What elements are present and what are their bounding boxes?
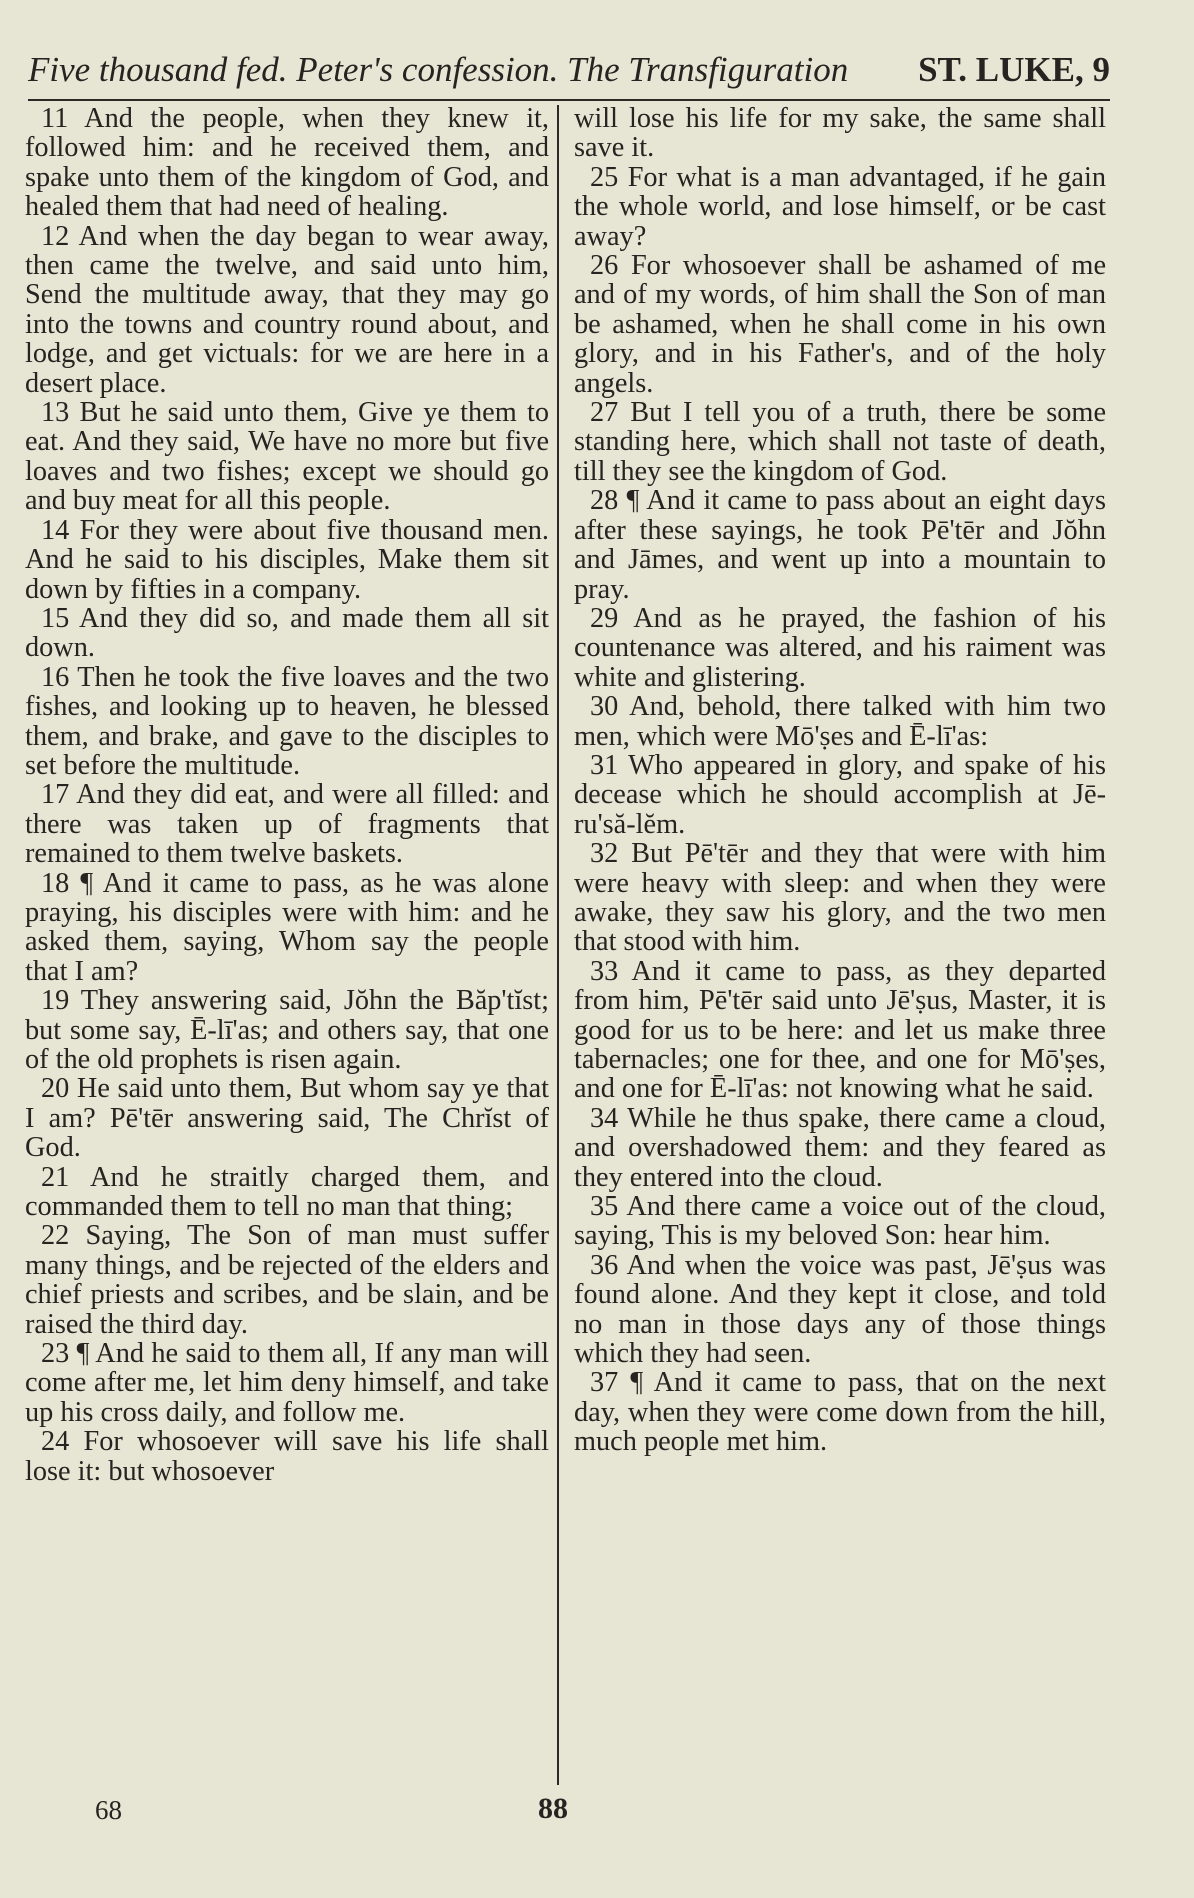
verse: 20 He said unto them, But whom say ye that I am? Pē'tēr answering said, The Chrĭst of God. <box>25 1073 549 1164</box>
header-reference: ST. LUKE, 9 <box>918 50 1110 89</box>
verse: 37 ¶ And it came to pass, that on the next day, when they were come down from the hill, much people met him. <box>574 1367 1106 1458</box>
verse: 18 ¶ And it came to pass, as he was alone praying, his disciples were with him: and he asked them, saying, Whom say the people that I am? <box>25 867 549 987</box>
verse: 36 And when the voice was past, Jē'ṣus was found alone. And they kept it close, and told no man in those days any of those things which they had seen. <box>574 1249 1106 1370</box>
right-column <box>574 104 1106 1794</box>
verse: 19 They answering said, Jŏhn the Băp'tĭst; but some say, Ē-lī'as; and others say, that one of the old prophets is risen again. <box>25 985 549 1075</box>
verse: 25 For what is a man advantaged, if he gain the whole world, and lose himself, or be cast away? <box>574 161 1106 252</box>
verse: 26 For whosoever shall be ashamed of me and of my words, of him shall the Son of man be ashamed, when he shall come in his own glory, and in his Father's, and of the holy angels. <box>574 250 1106 399</box>
verse: 11 And the people, when they knew it, followed him: and he received them, and spake unto them of the kingdom of God, and healed them that had need of healing. <box>25 104 549 223</box>
verse: 15 And they did so, and made them all sit down. <box>25 602 549 664</box>
page-number: 88 <box>538 1792 568 1825</box>
verse: 16 Then he took the five loaves and the two fishes, and looking up to heaven, he blessed them, and brake, and gave to the disciples to set before the multitude. <box>25 661 549 781</box>
verse: 32 But Pē'tēr and they that were with him were heavy with sleep: and when they were awake, they saw his glory, and the two men that stood with him. <box>574 838 1106 958</box>
verse: 21 And he straitly charged them, and commanded them to tell no man that thing; <box>25 1161 549 1223</box>
verse-continuation: will lose his life for my sake, the same shall save it. <box>574 104 1106 164</box>
verse: 22 Saying, The Son of man must suffer many things, and be rejected of the elders and chief priests and scribes, and be slain, and be raised the third day. <box>25 1220 549 1340</box>
verse: 24 For whosoever will save his life shall lose it: but whosoever <box>25 1426 549 1487</box>
verse: 29 And as he prayed, the fashion of his countenance was altered, and his raiment was white and glistering. <box>574 602 1106 693</box>
verse: 17 And they did eat, and were all filled: and there was taken up of fragments that remained to them twelve baskets. <box>25 779 549 870</box>
left-column <box>25 104 549 1794</box>
verse: 28 ¶ And it came to pass about an eight days after these sayings, he took Pē'tēr and Jŏhn and Jāmes, and went up into a mountain to pray. <box>574 485 1106 605</box>
verse: 30 And, behold, there talked with him two men, which were Mō'ṣes and Ē-lī'as: <box>574 691 1106 752</box>
header-description: Five thousand fed. Peter's confession. The Transfiguration <box>28 50 849 89</box>
column-divider <box>557 105 559 1785</box>
verse: 23 ¶ And he said to them all, If any man will come after me, let him deny himself, and take up his cross daily, and follow me. <box>25 1338 549 1428</box>
verse: 13 But he said unto them, Give ye them to eat. And they said, We have no more but five loaves and two fishes; except we should go and buy meat for all this people. <box>25 397 549 517</box>
verse: 27 But I tell you of a truth, there be some standing here, which shall not taste of death, till they see the kingdom of God. <box>574 397 1106 487</box>
verse: 34 While he thus spake, there came a cloud, and overshadowed them: and they feared as they entered into the cloud. <box>574 1102 1106 1193</box>
verse: 35 And there came a voice out of the cloud, saying, This is my beloved Son: hear him. <box>574 1191 1106 1252</box>
header-rule <box>28 99 1110 101</box>
verse: 33 And it came to pass, as they departed from him, Pē'tēr said unto Jē'ṣus, Master, it is good for us to be here: and let us make three tabernacles; one for thee, and one for Mō'ṣes, and one for Ē-lī'as: not knowing what he said. <box>574 955 1106 1105</box>
verse: 14 For they were about five thousand men. And he said to his disciples, Make them sit down by fifties in a company. <box>25 514 549 605</box>
verse: 31 Who appeared in glory, and spake of his decease which he should accomplish at Jē-ru'să-lĕm. <box>574 749 1106 840</box>
running-header <box>28 48 1110 92</box>
footer-left-number: 68 <box>95 1795 122 1825</box>
verse: 12 And when the day began to wear away, then came the twelve, and said unto him, Send the multitude away, that they may go into the towns and country round about, and lodge, and get victuals: for we are here in a desert place. <box>25 220 549 399</box>
